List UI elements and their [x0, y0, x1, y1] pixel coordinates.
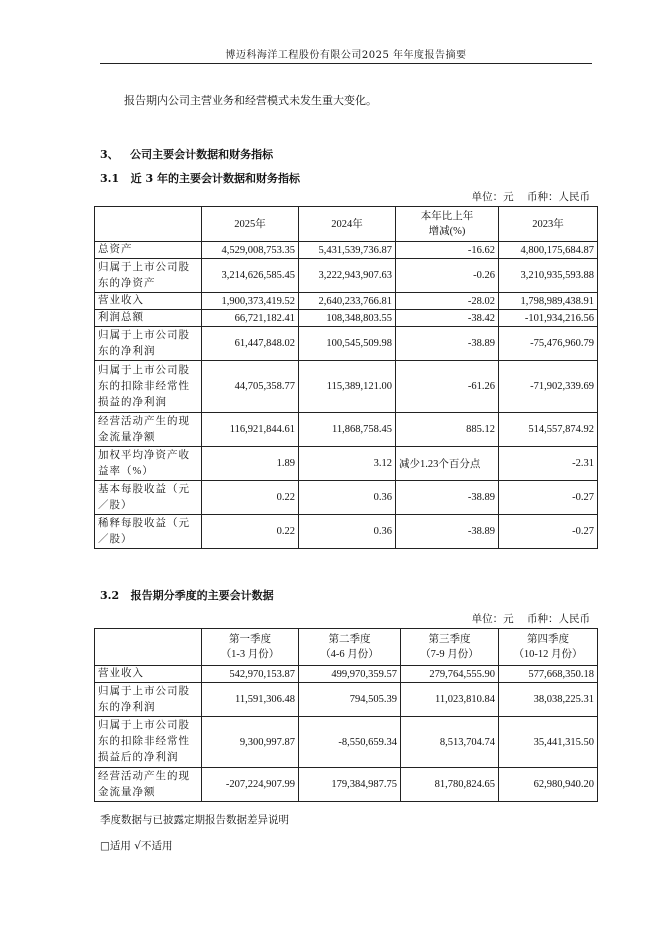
value-cell: -38.89: [396, 481, 499, 515]
value-cell: -75,476,960.79: [499, 327, 598, 361]
section-32-heading: [100, 587, 274, 603]
value-cell: 38,038,225.31: [499, 683, 598, 717]
value-cell: 9,300,997.87: [202, 717, 299, 768]
value-cell: 66,721,182.41: [202, 310, 299, 327]
value-cell: 2,640,233,766.81: [299, 293, 396, 310]
value-cell: 3,214,626,585.45: [202, 259, 299, 293]
value-cell: -8,550,659.34: [299, 717, 401, 768]
value-cell: 116,921,844.61: [202, 413, 299, 447]
row-label: 营业收入: [95, 293, 202, 310]
section-32-title: 报告期分季度的主要会计数据: [130, 589, 274, 602]
value-cell: 542,970,153.87: [202, 666, 299, 683]
header-cell: 2024年: [299, 207, 396, 242]
table-row: [95, 259, 598, 293]
header-cell: 2025年: [202, 207, 299, 242]
value-cell: 0.22: [202, 481, 299, 515]
value-cell: 3,222,943,907.63: [299, 259, 396, 293]
table-row: [95, 768, 598, 802]
value-cell: 0.36: [299, 515, 396, 549]
row-label: 归属于上市公司股东的净资产: [95, 259, 202, 293]
value-cell: 1,798,989,438.91: [499, 293, 598, 310]
row-label: 利润总额: [95, 310, 202, 327]
value-cell: 11,023,810.84: [401, 683, 499, 717]
value-cell: -101,934,216.56: [499, 310, 598, 327]
section-32-number: 3.2: [100, 589, 120, 602]
section-3-heading: [100, 146, 273, 162]
value-cell: 81,780,824.65: [401, 768, 499, 802]
row-label: 经营活动产生的现金流量净额: [95, 413, 202, 447]
quarterly-financial-table: [94, 628, 598, 802]
table-row: [95, 683, 598, 717]
value-cell: 8,513,704.74: [401, 717, 499, 768]
header-cell: [95, 207, 202, 242]
value-cell: 100,545,509.98: [299, 327, 396, 361]
row-label: 加权平均净资产收益率（%）: [95, 447, 202, 481]
table-header-row: [95, 629, 598, 666]
header-cell: 第二季度 （4-6 月份）: [299, 629, 401, 666]
applicability-indicator: □适用 √不适用: [100, 840, 173, 852]
value-cell: -28.02: [396, 293, 499, 310]
section-31-number: 3.1: [100, 172, 120, 185]
value-cell: 0.22: [202, 515, 299, 549]
table-row: [95, 666, 598, 683]
row-label: 归属于上市公司股东的净利润: [95, 327, 202, 361]
value-cell: 108,348,803.55: [299, 310, 396, 327]
row-label: 总资产: [95, 242, 202, 259]
value-cell: -0.27: [499, 515, 598, 549]
page-header: 博迈科海洋工程股份有限公司2025 年年度报告摘要: [225, 50, 467, 61]
section-31-currency: 币种：人民币: [527, 191, 590, 203]
row-label: 归属于上市公司股东的扣除非经常性损益后的净利润: [95, 717, 202, 768]
value-cell: 1.89: [202, 447, 299, 481]
value-cell: -38.42: [396, 310, 499, 327]
header-cell: 第三季度 （7-9 月份）: [401, 629, 499, 666]
table-row: [95, 413, 598, 447]
section-31-unit-line: [472, 189, 590, 204]
annual-financial-table: [94, 206, 598, 549]
intro-paragraph: 报告期内公司主营业务和经营模式未发生重大变化。: [124, 94, 377, 107]
value-cell: 62,980,940.20: [499, 768, 598, 802]
section-32-currency: 币种：人民币: [527, 613, 590, 625]
table-header-row: [95, 207, 598, 242]
value-cell: 61,447,848.02: [202, 327, 299, 361]
value-cell: 3,210,935,593.88: [499, 259, 598, 293]
value-cell: 35,441,315.50: [499, 717, 598, 768]
header-cell: 本年比上年 增减(%): [396, 207, 499, 242]
table-row: [95, 717, 598, 768]
section-3-title: 公司主要会计数据和财务指标: [130, 148, 274, 161]
section-3-number: 3、: [100, 148, 119, 161]
row-label: 稀释每股收益（元／股）: [95, 515, 202, 549]
value-cell: 3.12: [299, 447, 396, 481]
value-cell: -0.26: [396, 259, 499, 293]
row-label: 营业收入: [95, 666, 202, 683]
section-32-unit-line: [472, 611, 590, 626]
table-row: [95, 447, 598, 481]
table-row: [95, 515, 598, 549]
value-cell: 179,384,987.75: [299, 768, 401, 802]
value-cell: -0.27: [499, 481, 598, 515]
value-cell: 44,705,358.77: [202, 361, 299, 413]
value-cell: -61.26: [396, 361, 499, 413]
value-cell: 5,431,539,736.87: [299, 242, 396, 259]
value-cell: 11,868,758.45: [299, 413, 396, 447]
value-cell: 1,900,373,419.52: [202, 293, 299, 310]
value-cell: 885.12: [396, 413, 499, 447]
row-label: 基本每股收益（元／股）: [95, 481, 202, 515]
value-cell: 4,529,008,753.35: [202, 242, 299, 259]
value-cell: 4,800,175,684.87: [499, 242, 598, 259]
header-rule: [100, 63, 592, 64]
header-cell: 第四季度 （10-12 月份）: [499, 629, 598, 666]
value-cell: -38.89: [396, 327, 499, 361]
row-label: 归属于上市公司股东的扣除非经常性损益的净利润: [95, 361, 202, 413]
value-cell: 115,389,121.00: [299, 361, 396, 413]
section-31-unit: 单位：元: [471, 191, 514, 203]
header-cell: 第一季度 （1-3 月份）: [202, 629, 299, 666]
value-cell: -207,224,907.99: [202, 768, 299, 802]
value-cell: 794,505.39: [299, 683, 401, 717]
table-row: [95, 310, 598, 327]
value-cell: -2.31: [499, 447, 598, 481]
row-label: 归属于上市公司股东的净利润: [95, 683, 202, 717]
value-cell: 减少1.23个百分点: [396, 447, 499, 481]
quarterly-note: 季度数据与已披露定期报告数据差异说明: [100, 814, 289, 826]
section-32-unit: 单位：元: [471, 613, 514, 625]
value-cell: -16.62: [396, 242, 499, 259]
table-row: [95, 242, 598, 259]
value-cell: 499,970,359.57: [299, 666, 401, 683]
table-row: [95, 327, 598, 361]
value-cell: -71,902,339.69: [499, 361, 598, 413]
value-cell: -38.89: [396, 515, 499, 549]
table-row: [95, 361, 598, 413]
value-cell: 0.36: [299, 481, 396, 515]
value-cell: 11,591,306.48: [202, 683, 299, 717]
header-cell: [95, 629, 202, 666]
value-cell: 577,668,350.18: [499, 666, 598, 683]
row-label: 经营活动产生的现金流量净额: [95, 768, 202, 802]
value-cell: 514,557,874.92: [499, 413, 598, 447]
table-row: [95, 293, 598, 310]
value-cell: 279,764,555.90: [401, 666, 499, 683]
header-cell: 2023年: [499, 207, 598, 242]
table-row: [95, 481, 598, 515]
section-31-heading: [100, 170, 300, 186]
section-31-title: 近 3 年的主要会计数据和财务指标: [130, 172, 300, 185]
